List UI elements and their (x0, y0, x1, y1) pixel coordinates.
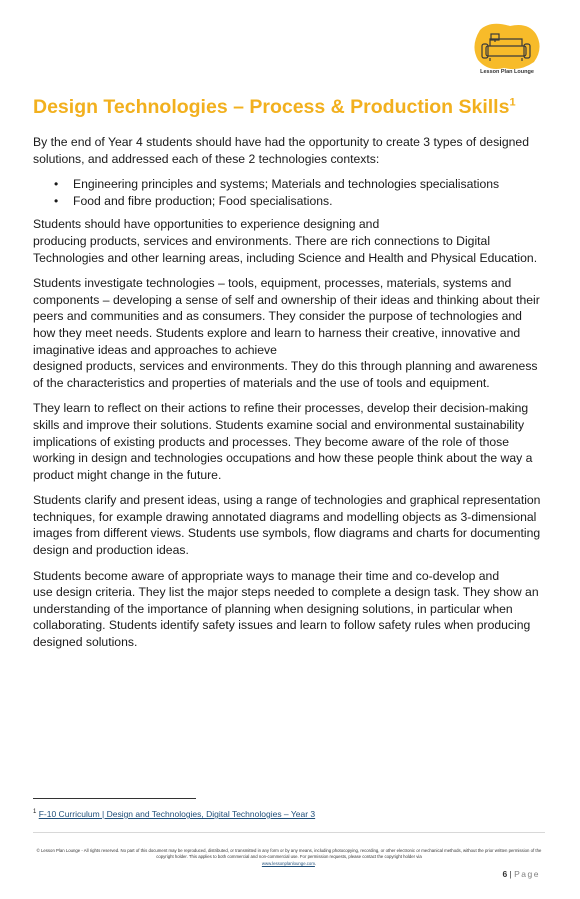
website-link[interactable]: www.lessonplanlounge.com (261, 860, 315, 866)
logo-text: Lesson Plan Lounge (480, 69, 534, 75)
page-label: Page (514, 869, 540, 879)
paragraph-text: Students investigate technologies – tools, equipment, processes, materials, systems and components – developing a sense of self and ownership of their ideas and thinking about their peers and communities and as consumers. They consider the purpose of technologies and how they meet needs. Students explore and learn to harness their creative, innovative and imaginative ideas and approaches to achieve (33, 276, 540, 357)
footnote-divider (33, 798, 196, 799)
copyright-text: © Lesson Plan Lounge - All rights reserved. No part of this document may be reproduced, distributed, or transmitted in any form or by any means, including photocopying, recording, or other electronic or mechanical methods, without the prior written permission of the copyright holder. This applies to both commercial and non-commercial use. For permission requests, please contact the copyright holder via (36, 848, 542, 860)
paragraph-line: Students should have opportunities to experience designing and (33, 217, 380, 232)
paragraph-investigate (33, 275, 545, 391)
title-footnote-ref[interactable]: 1 (509, 96, 516, 109)
paragraph-text: designed products, services and environments. They do this through planning and awareness of the characteristics and properties of materials and the use of tools and equipment. (33, 359, 538, 390)
page-number (502, 869, 540, 879)
footer-divider (33, 832, 545, 833)
paragraph-reflect: They learn to reflect on their actions to refine their processes, develop their decision-making skills and improve their solutions. Students examine social and environmental sustainability implications of existing products and processes. They become aware of the role of those working in design and technologies occupations and how these people think about the way a product might change in the future. (33, 401, 533, 482)
technology-contexts-list (33, 176, 545, 209)
paragraph-manage (33, 568, 545, 651)
list-item: • Food and fibre production; Food specialisations. (73, 193, 545, 210)
page-number-value: 6 (502, 869, 508, 879)
intro-paragraph: By the end of Year 4 students should have had the opportunity to create 3 types of designed solutions, and addressed each of these 2 technologies contexts: (33, 135, 529, 166)
page-separator: | (509, 869, 512, 879)
paragraph-clarify: Students clarify and present ideas, using a range of technologies and graphical representation techniques, for example drawing annotated diagrams and modelling objects as 3-dimensional images from different views. Students use symbols, flow diagrams and charts for documenting design and production ideas. (33, 493, 541, 558)
paragraph-opportunities (33, 216, 545, 266)
list-item: • Engineering principles and systems; Materials and technologies specialisations (73, 176, 545, 193)
paragraph-text: producing products, services and environments. There are rich connections to Digital Technologies and other learning areas, including Science and Health and Physical Education. (33, 233, 538, 265)
copyright-notice: © Lesson Plan Lounge - All rights reserved. No part of this document may be reproduced, distributed, or transmitted in any form or by any means, including photocopying, recording, or other electronic or mechanical methods, without the prior written permission of the copyright holder. This applies to both commercial and non-commercial use. For permission requests, please contact the copyright holder via www.lessonplanlounge.com. (36, 848, 542, 866)
paragraph-text: use design criteria. They list the major steps needed to complete a design task. They show an understanding of the importance of planning when designing solutions, in particular when collaborating. Students identify safety issues and learn to follow safety rules when producing designed solutions. (33, 585, 539, 650)
footnote (33, 809, 315, 819)
paragraph-line: Students become aware of appropriate ways to manage their time and co-develop and (33, 568, 500, 583)
title-text: Design Technologies – Process & Production Skills (33, 96, 510, 118)
page-title (33, 96, 553, 119)
footnote-ref: 1 (33, 809, 37, 816)
footnote-link[interactable]: F-10 Curriculum | Design and Technologies, Digital Technologies – Year 3 (38, 809, 316, 819)
document-body (33, 134, 545, 660)
